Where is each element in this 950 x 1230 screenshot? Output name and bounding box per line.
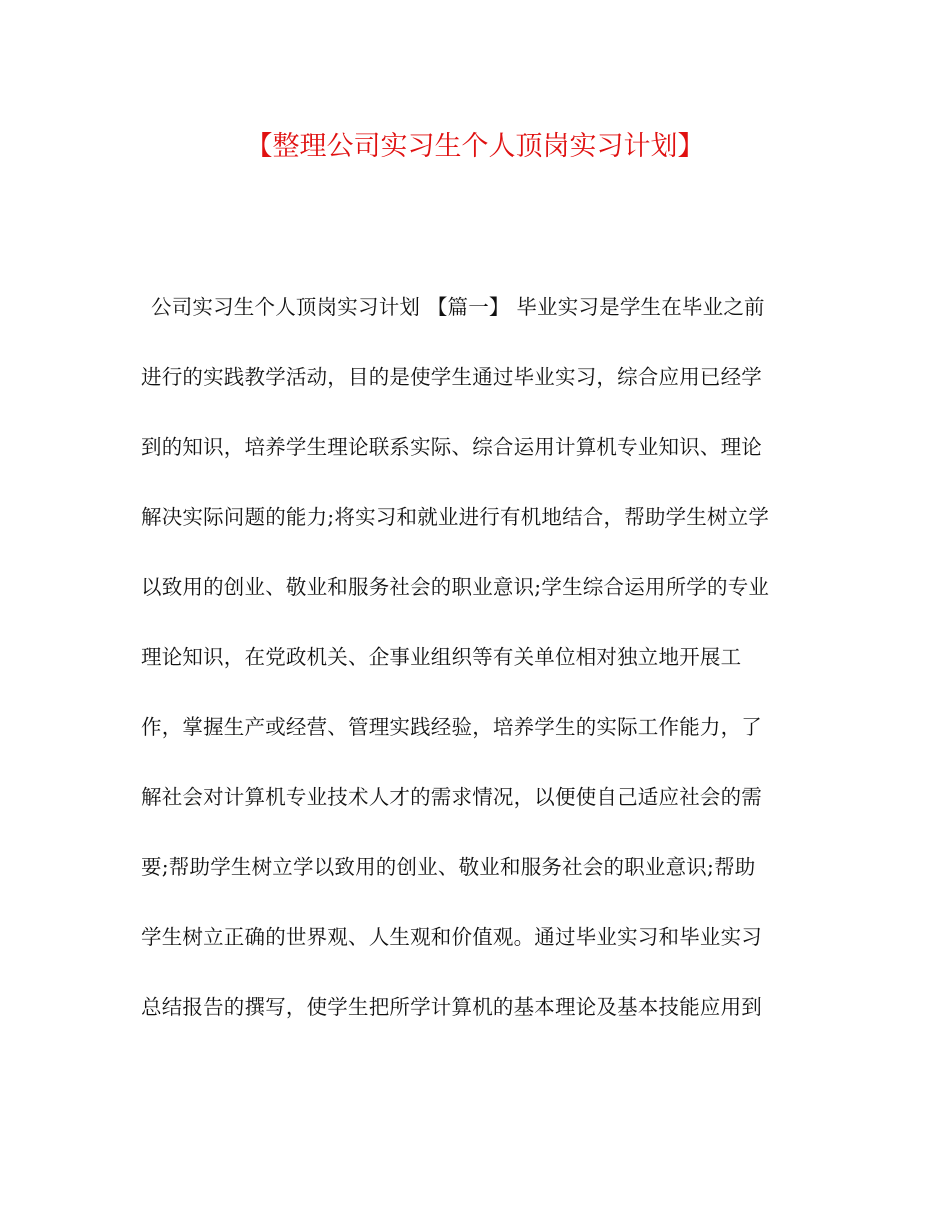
body-line: 要;帮助学生树立学以致用的创业、敬业和服务社会的职业意识;帮助 [141,855,756,879]
body-line: 进行的实践教学活动，目的是使学生通过毕业实习，综合应用已经学 [141,365,762,389]
body-line: 作，掌握生产或经营、管理实践经验，培养学生的实际工作能力，了 [141,715,762,739]
body-line: 解社会对计算机专业技术人才的需求情况，以便使自己适应社会的需 [141,785,762,809]
body-line: 学生树立正确的世界观、人生观和价值观。通过毕业实习和毕业实习 [141,925,762,949]
body-line: 公司实习生个人顶岗实习计划 【篇一】 毕业实习是学生在毕业之前 [151,295,765,319]
document-title: 【整理公司实习生个人顶岗实习计划】 [245,131,705,162]
body-line: 理论知识，在党政机关、企事业组织等有关单位相对独立地开展工 [141,645,742,669]
body-line: 以致用的创业、敬业和服务社会的职业意识;学生综合运用所学的专业 [141,575,770,599]
body-line: 总结报告的撰写，使学生把所学计算机的基本理论及基本技能应用到 [141,995,762,1019]
body-line: 到的知识，培养学生理论联系实际、综合运用计算机专业知识、理论 [141,435,762,459]
body-line: 解决实际问题的能力;将实习和就业进行有机地结合，帮助学生树立学 [141,505,770,529]
document-body [141,288,821,1058]
